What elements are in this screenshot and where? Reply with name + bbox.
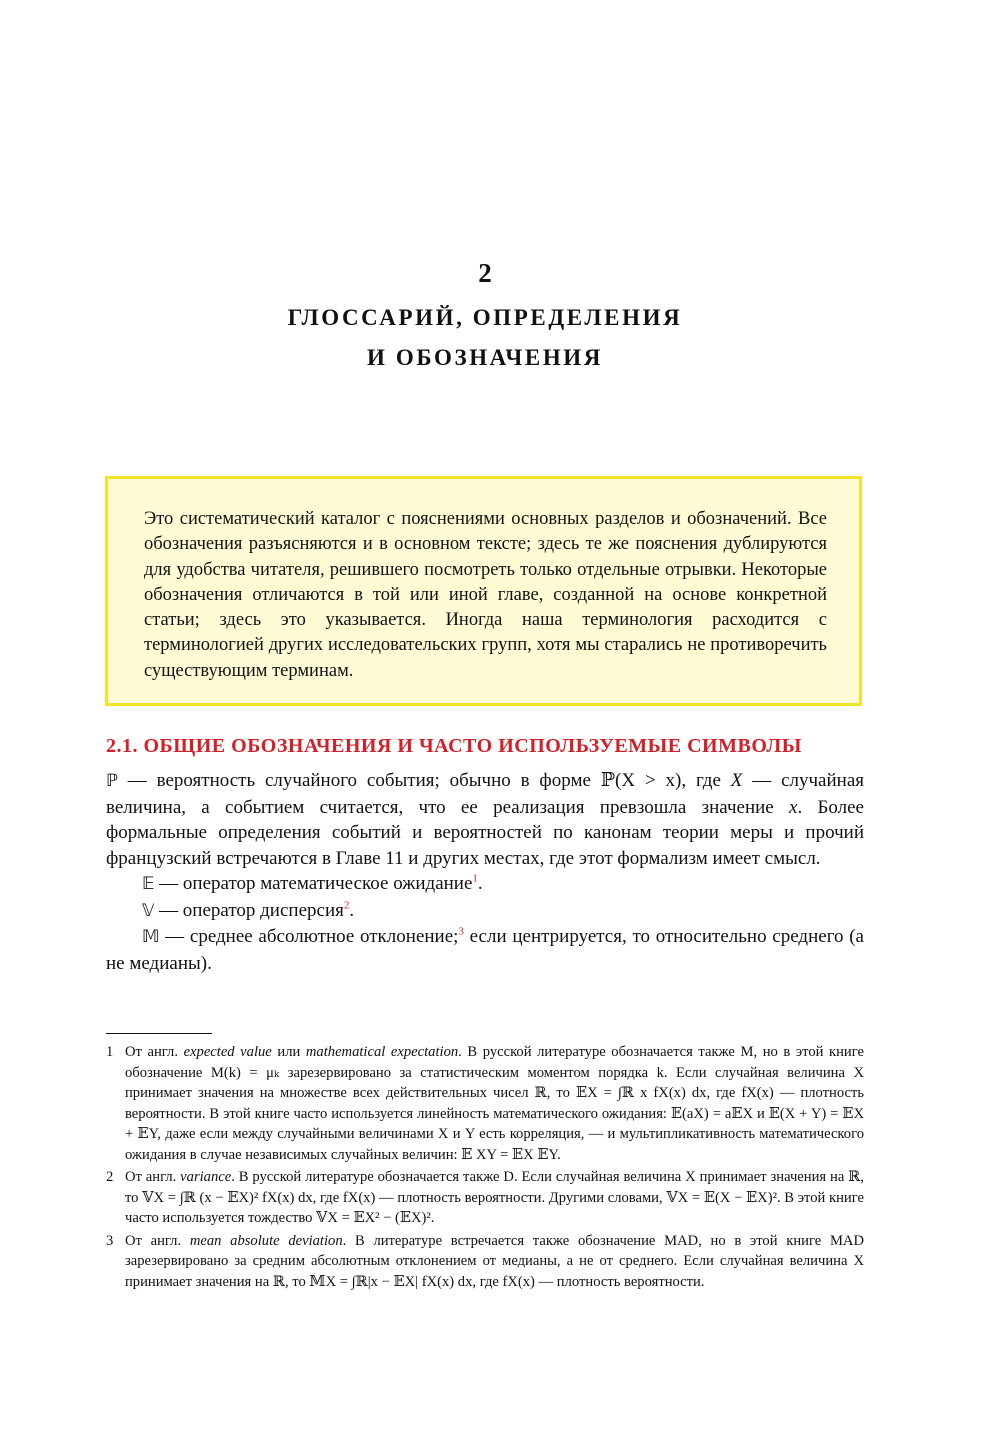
variance-text: — оператор дисперсия	[154, 899, 344, 921]
section-body	[106, 768, 864, 976]
intro-callout-box	[105, 476, 862, 706]
expectation-text: — оператор математическое ожидание	[154, 873, 473, 894]
mad-paragraph	[106, 924, 864, 976]
footnote-prefix: От англ.	[125, 1044, 184, 1060]
footnote-term-2: mathematical expectation	[305, 1044, 459, 1060]
chapter-title-line1: ГЛОССАРИЙ, ОПРЕДЕЛЕНИЯ	[287, 305, 683, 330]
expectation-symbol: 𝔼	[142, 874, 155, 894]
footnote-3	[106, 1231, 864, 1293]
footnotes	[106, 1042, 864, 1294]
footnote-number: 1	[106, 1044, 114, 1060]
probability-symbol: ℙ	[106, 771, 118, 791]
intro-text: Это систематический каталог с пояснениями основных разделов и обозначений. Все обозначения разъясняются и в основном тексте; здесь те же пояснения дублируются для удобства читателя, решившего посмотреть только отдельные отрывки. Некоторые обозначения отличаются в той или иной главе, созданной на основе конкретной статьи; здесь это указывается. Иногда наша терминология расходится с терминологией других исследовательских групп, хотя мы старались не противоречить существующим терминам.	[144, 509, 827, 681]
chapter-title-line2: И ОБОЗНАЧЕНИЯ	[366, 345, 604, 370]
footnote-ref-2[interactable]: 2	[343, 899, 350, 912]
footnote-divider	[106, 1033, 212, 1034]
footnote-ref-3[interactable]: 3	[458, 925, 464, 938]
footnote-term: expected value	[183, 1044, 272, 1060]
probability-text-2: , где	[681, 770, 731, 791]
footnote-number: 2	[106, 1169, 114, 1185]
footnote-2	[106, 1167, 864, 1229]
footnote-body: . В литературе встречается также обозначение MAD, но в этой книге MAD зарезервировано за средним абсолютным отклонением от медианы, а не от среднего. Если случайная величина X принимает значения на ℝ, то 𝕄X = ∫ℝ|x − 𝔼X| fX(x) dx, где fX(x) — плотность вероятности.	[125, 1232, 864, 1290]
variance-symbol: 𝕍	[142, 900, 155, 921]
footnote-body: . В русской литературе обозначается также M, но в этой книге обозначение M(k) = μₖ зарезервировано за статистическим моментом порядка k. Если случайная величина X принимает значения на множестве всех действительных чисел ℝ, то 𝔼X = ∫ℝ x fX(x) dx, где fX(x) — плотность вероятности. В этой книге часто используется линейность математического ожидания: 𝔼(aX) = a𝔼X и 𝔼(X + Y) = 𝔼X + 𝔼Y, даже если между случайными величинами X и Y есть корреляция, — и мультипликативность математического ожидания в случае независимых случайных величин: 𝔼 XY = 𝔼X 𝔼Y.	[125, 1044, 864, 1163]
probability-text: — вероятность случайного события; обычно в форме	[117, 770, 601, 791]
chapter-title	[0, 298, 970, 378]
variable-x-lower: x	[789, 796, 798, 818]
probability-paragraph	[106, 768, 864, 871]
footnote-prefix: От англ.	[125, 1232, 190, 1249]
probability-text-4: . Более формальные определения событий и вероятностей по канонам теории меры и прочий французский встречаются в Главе 11 и других местах, где этот формализм имеет смысл.	[106, 796, 864, 869]
expectation-paragraph	[106, 871, 864, 898]
mad-symbol: 𝕄	[142, 927, 160, 947]
footnote-1	[106, 1042, 864, 1165]
footnote-term: mean absolute deviation	[189, 1232, 343, 1249]
variance-paragraph	[106, 898, 864, 925]
mad-text-2: если центрируется, то относительно среднего (а не медианы).	[106, 926, 864, 974]
probability-formula: ℙ(X > x)	[600, 770, 682, 791]
period: .	[477, 873, 483, 894]
period: .	[349, 899, 355, 921]
chapter-number: 2	[478, 258, 492, 288]
footnote-body: . В русской литературе обозначается также D. Если случайная величина X принимает значения на ℝ, то 𝕍X = ∫ℝ (x − 𝔼X)² fX(x) dx, где fX(x) — плотность вероятности. Другими словами, 𝕍X = 𝔼(X − 𝔼X)². В этой книге часто используется тождество 𝕍X = 𝔼X² − (𝔼X)².	[125, 1169, 864, 1226]
section-heading: 2.1. ОБЩИЕ ОБОЗНАЧЕНИЯ И ЧАСТО ИСПОЛЬЗУЕМЫЕ СИМВОЛЫ	[106, 735, 802, 757]
footnote-ref-1[interactable]: 1	[472, 872, 478, 885]
footnote-number: 3	[106, 1232, 114, 1249]
mad-text: — среднее абсолютное отклонение;	[159, 926, 459, 947]
probability-text-3: — случайная величина, а событием считается, что ее реализация превзошла значение	[106, 770, 864, 818]
footnote-mid: или	[271, 1044, 306, 1060]
footnote-term: variance	[180, 1169, 232, 1185]
footnote-prefix: От англ.	[125, 1169, 181, 1185]
variable-x-upper: X	[730, 770, 743, 791]
